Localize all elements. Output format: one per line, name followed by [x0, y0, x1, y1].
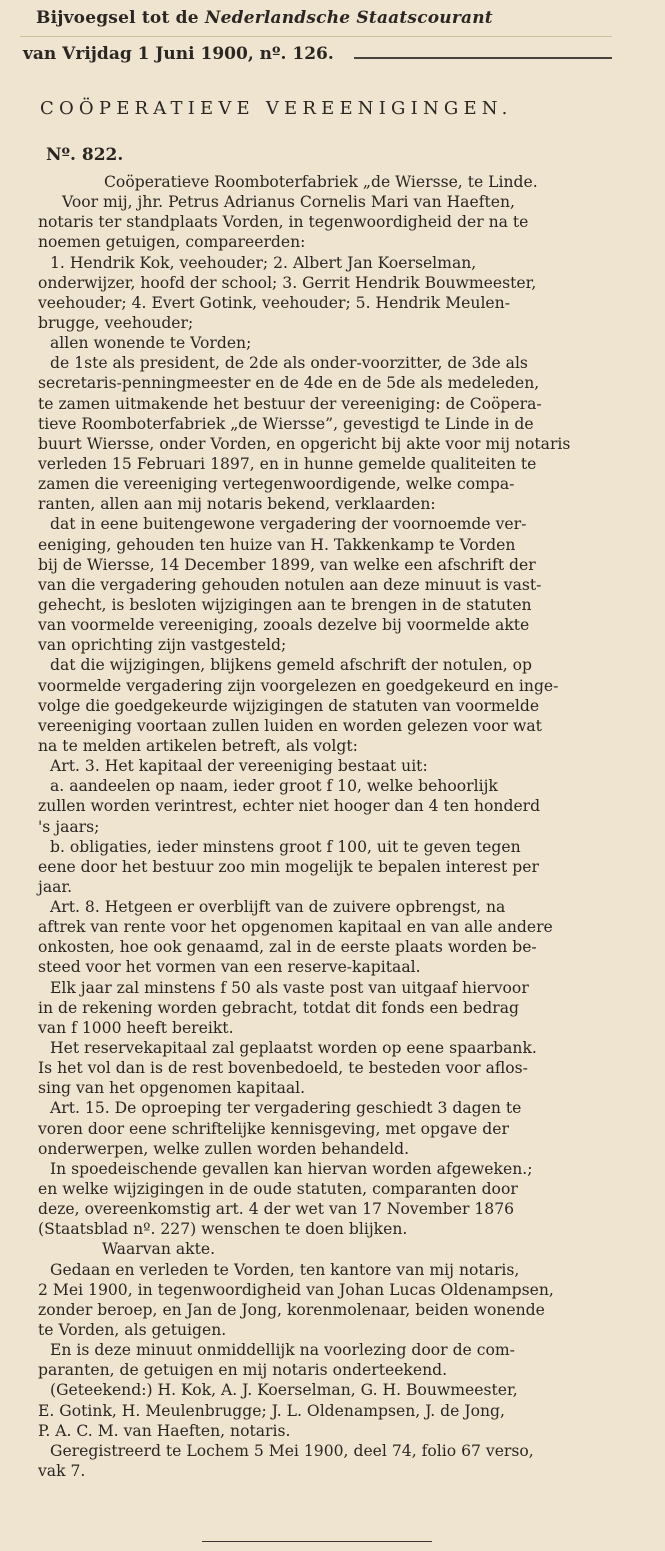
text-line: voormelde vergadering zijn voorgelezen en goedgekeurd en inge-: [38, 676, 559, 695]
issue-date: van Vrijdag 1 Juni 1900, nº. 126.: [23, 44, 334, 64]
text-line: en welke wijzigingen in de oude statuten, comparanten door: [38, 1180, 518, 1199]
text-line: ranten, allen aan mij notaris bekend, verklaarden:: [38, 495, 436, 514]
text-line: Voor mij, jhr. Petrus Adrianus Cornelis Mari van Haeften,: [62, 193, 515, 212]
text-line: (Staatsblad nº. 227) wenschen te doen blijken.: [38, 1220, 408, 1239]
text-line: notaris ter standplaats Vorden, in tegenwoordigheid der na te: [38, 213, 529, 232]
text-line: aftrek van rente voor het opgenomen kapitaal en van alle andere: [38, 918, 553, 937]
text-line: buurt Wiersse, onder Vorden, en opgericht bij akte voor mij notaris: [38, 434, 571, 453]
text-line: onkosten, hoe ook genaamd, zal in de eerste plaats worden be-: [38, 938, 537, 957]
text-line: zonder beroep, en Jan de Jong, korenmolenaar, beiden wonende: [38, 1300, 545, 1319]
text-line: brugge, veehouder;: [38, 313, 194, 332]
supplement-header-prefix: Bijvoegsel tot de: [36, 8, 199, 28]
text-line: noemen getuigen, compareerden:: [38, 233, 306, 252]
text-line: steed voor het vormen van een reserve-kapitaal.: [38, 958, 421, 977]
article-3-heading: Art. 3. Het kapitaal der vereeniging bestaat uit:: [50, 757, 428, 776]
text-line: 's jaars;: [38, 817, 100, 836]
text-line: Elk jaar zal minstens f 50 als vaste post van uitgaaf hiervoor: [50, 978, 529, 997]
text-line: jaar.: [38, 877, 73, 896]
text-line: voren door eene schriftelijke kennisgeving, met opgave der: [38, 1119, 509, 1138]
text-line: te zamen uitmakende het bestuur der vereeniging: de Coöpera-: [38, 394, 542, 413]
text-line: Het reservekapitaal zal geplaatst worden op eene spaarbank.: [50, 1039, 537, 1058]
text-line: a. aandeelen op naam, ieder groot f 10, welke behoorlijk: [50, 777, 498, 796]
footer-rule: [202, 1541, 432, 1542]
article-15-heading: Art. 15. De oproeping ter vergadering geschiedt 3 dagen te: [50, 1099, 522, 1118]
signatures-line: E. Gotink, H. Meulenbrugge; J. L. Oldenampsen, J. de Jong,: [38, 1401, 505, 1420]
supplement-header: [36, 8, 493, 28]
text-line: b. obligaties, ieder minstens groot f 100, uit te geven tegen: [50, 837, 521, 856]
entry-number: Nº. 822.: [46, 145, 124, 165]
publication-name: Nederlandsche Staatscourant: [204, 8, 493, 28]
registration-line: vak 7.: [38, 1462, 86, 1480]
notarial-deed: [38, 172, 638, 1481]
text-line: sing van het opgenomen kapitaal.: [38, 1079, 306, 1098]
text-line: eene door het bestuur zoo min mogelijk te bepalen interest per: [38, 857, 539, 876]
text-line: zamen die vereeniging vertegenwoordigende, welke compa-: [38, 475, 515, 494]
text-line: dat die wijzigingen, blijkens gemeld afschrift der notulen, op: [50, 656, 533, 675]
text-line: veehouder; 4. Evert Gotink, veehouder; 5. Hendrik Meulen-: [38, 293, 510, 312]
header-top-rule: [20, 36, 612, 37]
text-line: onderwerpen, welke zullen worden behandeld.: [38, 1139, 410, 1158]
text-line: tieve Roomboterfabriek „de Wiersse”, gevestigd te Linde in de: [38, 414, 534, 433]
text-line: verleden 15 Februari 1897, en in hunne gemelde qualiteiten te: [38, 454, 537, 473]
signatures-line: P. A. C. M. van Haeften, notaris.: [38, 1421, 291, 1440]
text-line: paranten, de getuigen en mij notaris onderteekend.: [38, 1361, 448, 1380]
text-line: van die vergadering gehouden notulen aan deze minuut is vast-: [38, 575, 542, 594]
article-8-heading: Art. 8. Hetgeen er overblijft van de zuivere opbrengst, na: [50, 898, 506, 917]
text-line: Gedaan en verleden te Vorden, ten kantore van mij notaris,: [50, 1260, 520, 1279]
text-line: gehecht, is besloten wijzigingen aan te brengen in de statuten: [38, 595, 532, 614]
signatures-line: (Geteekend:) H. Kok, A. J. Koerselman, G. H. Bouwmeester,: [50, 1381, 518, 1400]
text-line: deze, overeenkomstig art. 4 der wet van 17 November 1876: [38, 1200, 515, 1219]
text-line: de 1ste als president, de 2de als onder-voorzitter, de 3de als: [50, 354, 528, 373]
text-line: onderwijzer, hoofd der school; 3. Gerrit Hendrik Bouwmeester,: [38, 273, 537, 292]
text-line: vereeniging voortaan zullen luiden en worden gelezen voor wat: [38, 716, 542, 735]
text-line: dat in eene buitengewone vergadering der voornoemde ver-: [50, 515, 527, 534]
text-line: Waarvan akte.: [102, 1240, 216, 1259]
text-line: In spoedeischende gevallen kan hiervan worden afgeweken.;: [50, 1159, 533, 1178]
text-line: in de rekening worden gebracht, totdat dit fonds een bedrag: [38, 998, 519, 1017]
text-line: van f 1000 heeft bereikt.: [38, 1018, 234, 1037]
text-line: Is het vol dan is de rest bovenbedoeld, te besteden voor aflos-: [38, 1059, 528, 1078]
deed-title: Coöperatieve Roomboterfabriek „de Wiersse, te Linde.: [104, 173, 538, 191]
text-line: van voormelde vereeniging, zooals dezelve bij voormelde akte: [38, 616, 530, 635]
text-line: zullen worden verintrest, echter niet hooger dan 4 ten honderd: [38, 797, 541, 816]
section-title: COÖPERATIEVE VEREENIGINGEN.: [40, 98, 513, 119]
text-line: 1. Hendrik Kok, veehouder; 2. Albert Jan Koerselman,: [50, 253, 477, 272]
header-rule: [354, 57, 612, 59]
text-line: volge die goedgekeurde wijzigingen de statuten van voormelde: [38, 696, 540, 715]
text-line: eeniging, gehouden ten huize van H. Takkenkamp te Vorden: [38, 535, 516, 554]
text-line: secretaris-penningmeester en de 4de en de 5de als medeleden,: [38, 374, 540, 393]
registration-line: Geregistreerd te Lochem 5 Mei 1900, deel 74, folio 67 verso,: [50, 1441, 534, 1460]
text-line: allen wonende te Vorden;: [50, 334, 252, 353]
text-line: bij de Wiersse, 14 December 1899, van welke een afschrift der: [38, 555, 536, 574]
text-line: na te melden artikelen betreft, als volgt:: [38, 736, 358, 755]
text-line: En is deze minuut onmiddellijk na voorlezing door de com-: [50, 1341, 515, 1360]
text-line: te Vorden, als getuigen.: [38, 1321, 227, 1340]
text-line: van oprichting zijn vastgesteld;: [38, 636, 287, 655]
text-line: 2 Mei 1900, in tegenwoordigheid van Johan Lucas Oldenampsen,: [38, 1280, 554, 1299]
